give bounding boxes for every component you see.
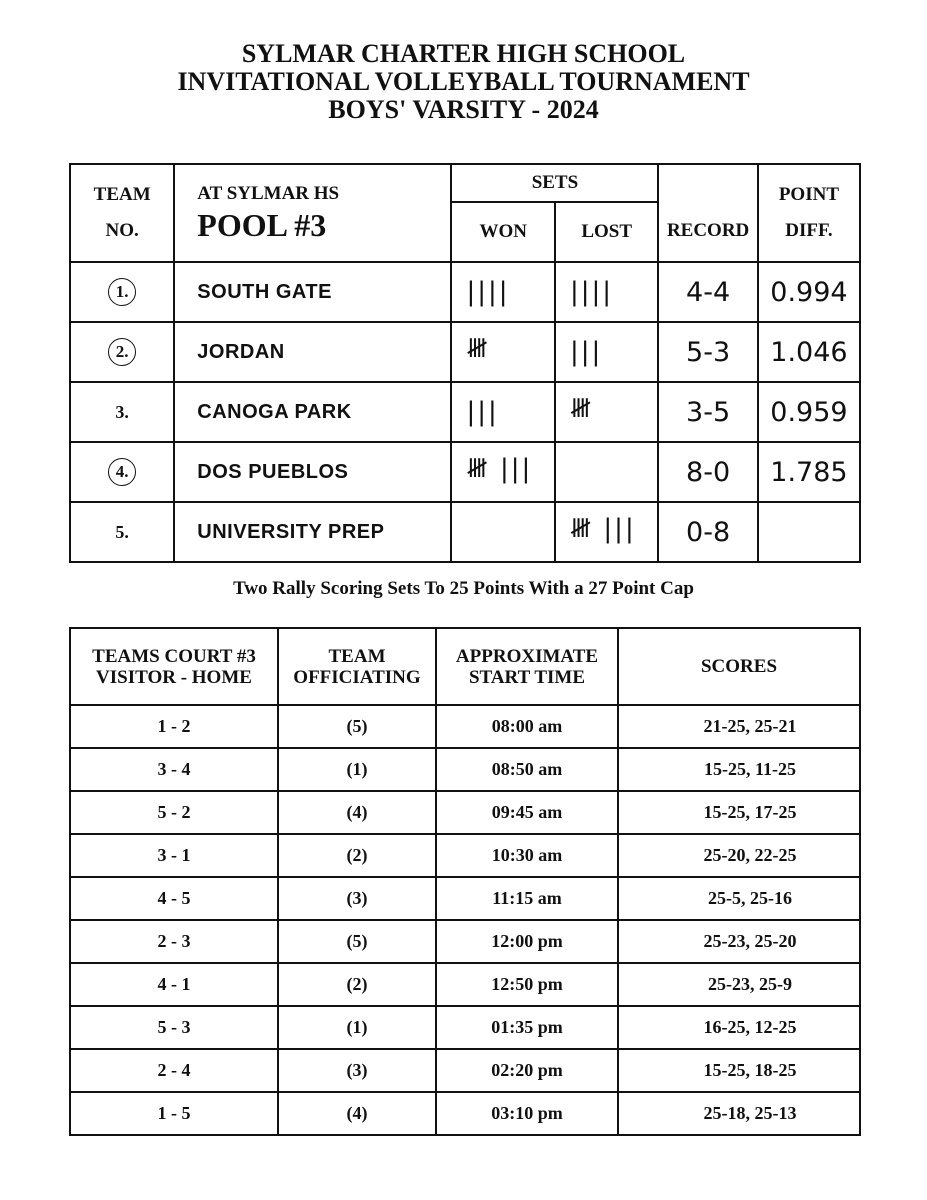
sets-lost-tally: 𝍸 |||: [555, 502, 658, 562]
document-header: [0, 40, 927, 124]
circled-team-no: 1.: [108, 278, 136, 306]
sets-won-tally: ||||: [451, 262, 554, 322]
lost-header: LOST: [555, 202, 658, 262]
team-no: 3.: [115, 401, 129, 422]
no-header-label: NO.: [105, 220, 139, 241]
match-teams: 5 - 2: [70, 791, 278, 834]
officiating-header: [278, 628, 436, 705]
point-diff-header: [758, 164, 860, 262]
record-value: 3-5: [658, 382, 757, 442]
match-teams: 2 - 3: [70, 920, 278, 963]
sets-won-tally: |||: [451, 382, 554, 442]
officiating-team: (1): [278, 1006, 436, 1049]
officiating-team: (5): [278, 920, 436, 963]
standings-body: [70, 262, 860, 562]
officiating-team: (2): [278, 834, 436, 877]
standings-row: [70, 262, 860, 322]
match-scores: 15-25, 18-25: [618, 1049, 860, 1092]
officiating-team: (3): [278, 1049, 436, 1092]
sets-lost-tally: [555, 442, 658, 502]
teams-court-label: TEAMS COURT #3: [92, 645, 256, 667]
schedule-row: [70, 920, 860, 963]
schedule-header-row: [70, 628, 860, 705]
start-time-label: START TIME: [468, 666, 585, 688]
officiating-team: (4): [278, 1092, 436, 1135]
match-scores: 25-5, 25-16: [618, 877, 860, 920]
team-name: DOS PUEBLOS: [174, 442, 451, 502]
schedule-row: [70, 1006, 860, 1049]
circled-team-no: 4.: [108, 458, 136, 486]
officiating-team: (4): [278, 791, 436, 834]
start-time: 10:30 am: [436, 834, 618, 877]
sets-lost-tally: 𝍸: [555, 382, 658, 442]
school-title: SYLMAR CHARTER HIGH SCHOOL: [241, 39, 686, 68]
record-value: 8-0: [658, 442, 757, 502]
schedule-row: [70, 1092, 860, 1135]
match-teams: 3 - 4: [70, 748, 278, 791]
pool-header: [174, 164, 451, 262]
officiating-team: (3): [278, 877, 436, 920]
location-label: AT SYLMAR HS: [197, 182, 340, 204]
diff-label: DIFF.: [785, 220, 833, 241]
team-name: JORDAN: [174, 322, 451, 382]
standings-header-row-1: [70, 164, 860, 202]
sets-lost-tally: |||: [555, 322, 658, 382]
schedule-row: [70, 791, 860, 834]
pool-standings-table: [69, 163, 861, 563]
match-schedule-table: [69, 627, 861, 1136]
schedule-row: [70, 705, 860, 748]
pool-label: POOL #3: [197, 206, 327, 243]
start-time: 08:50 am: [436, 748, 618, 791]
start-time: 02:20 pm: [436, 1049, 618, 1092]
point-diff-value: 1.046: [758, 322, 860, 382]
point-diff-value: 0.959: [758, 382, 860, 442]
match-teams: 5 - 3: [70, 1006, 278, 1049]
record-value: 0-8: [658, 502, 757, 562]
record-header: RECORD: [658, 164, 757, 262]
schedule-row: [70, 1049, 860, 1092]
team-header-label: TEAM: [93, 184, 151, 205]
team-name: UNIVERSITY PREP: [174, 502, 451, 562]
sets-won-tally: 𝍸: [451, 322, 554, 382]
schedule-row: [70, 834, 860, 877]
circled-team-no: 2.: [108, 338, 136, 366]
match-scores: 25-23, 25-20: [618, 920, 860, 963]
start-time: 12:50 pm: [436, 963, 618, 1006]
schedule-row: [70, 963, 860, 1006]
team-no-cell: [70, 262, 174, 322]
record-value: 4-4: [658, 262, 757, 322]
match-teams: 1 - 5: [70, 1092, 278, 1135]
start-time: 01:35 pm: [436, 1006, 618, 1049]
start-time: 11:15 am: [436, 877, 618, 920]
team-name: CANOGA PARK: [174, 382, 451, 442]
match-scores: 16-25, 12-25: [618, 1006, 860, 1049]
point-label: POINT: [778, 184, 839, 205]
team-no-cell: [70, 322, 174, 382]
officiating-team: (2): [278, 963, 436, 1006]
schedule-body: [70, 705, 860, 1135]
scoring-note: Two Rally Scoring Sets To 25 Points With a 27 Point Cap: [233, 578, 694, 599]
point-diff-value: 1.785: [758, 442, 860, 502]
point-diff-value: [758, 502, 860, 562]
match-teams: 4 - 5: [70, 877, 278, 920]
start-time-header: [436, 628, 618, 705]
visitor-home-label: VISITOR - HOME: [96, 666, 252, 688]
team-no-header: [70, 164, 174, 262]
team-name: SOUTH GATE: [174, 262, 451, 322]
point-diff-value: 0.994: [758, 262, 860, 322]
sets-won-tally: 𝍸 |||: [451, 442, 554, 502]
match-scores: 15-25, 17-25: [618, 791, 860, 834]
team-label: TEAM: [328, 645, 386, 667]
officiating-team: (5): [278, 705, 436, 748]
team-no-cell: [70, 502, 174, 562]
officiating-label: OFFICIATING: [293, 666, 421, 688]
start-time: 08:00 am: [436, 705, 618, 748]
start-time: 09:45 am: [436, 791, 618, 834]
officiating-team: (1): [278, 748, 436, 791]
approximate-label: APPROXIMATE: [455, 645, 599, 667]
match-scores: 25-23, 25-9: [618, 963, 860, 1006]
standings-row: [70, 382, 860, 442]
standings-row: [70, 322, 860, 382]
sets-won-tally: [451, 502, 554, 562]
match-scores: 21-25, 25-21: [618, 705, 860, 748]
team-no: 5.: [115, 521, 129, 542]
teams-court-header: [70, 628, 278, 705]
match-teams: 3 - 1: [70, 834, 278, 877]
schedule-row: [70, 877, 860, 920]
match-scores: 25-18, 25-13: [618, 1092, 860, 1135]
match-teams: 2 - 4: [70, 1049, 278, 1092]
standings-row: [70, 502, 860, 562]
sets-header: SETS: [451, 164, 658, 202]
sets-lost-tally: ||||: [555, 262, 658, 322]
scores-header: SCORES: [618, 628, 860, 705]
schedule-row: [70, 748, 860, 791]
match-scores: 25-20, 22-25: [618, 834, 860, 877]
start-time: 03:10 pm: [436, 1092, 618, 1135]
division-title: BOYS' VARSITY - 2024: [328, 95, 599, 124]
start-time: 12:00 pm: [436, 920, 618, 963]
match-teams: 1 - 2: [70, 705, 278, 748]
team-no-cell: [70, 442, 174, 502]
won-header: WON: [451, 202, 554, 262]
standings-row: [70, 442, 860, 502]
tournament-title: INVITATIONAL VOLLEYBALL TOURNAMENT: [177, 67, 750, 96]
record-value: 5-3: [658, 322, 757, 382]
match-teams: 4 - 1: [70, 963, 278, 1006]
match-scores: 15-25, 11-25: [618, 748, 860, 791]
team-no-cell: [70, 382, 174, 442]
